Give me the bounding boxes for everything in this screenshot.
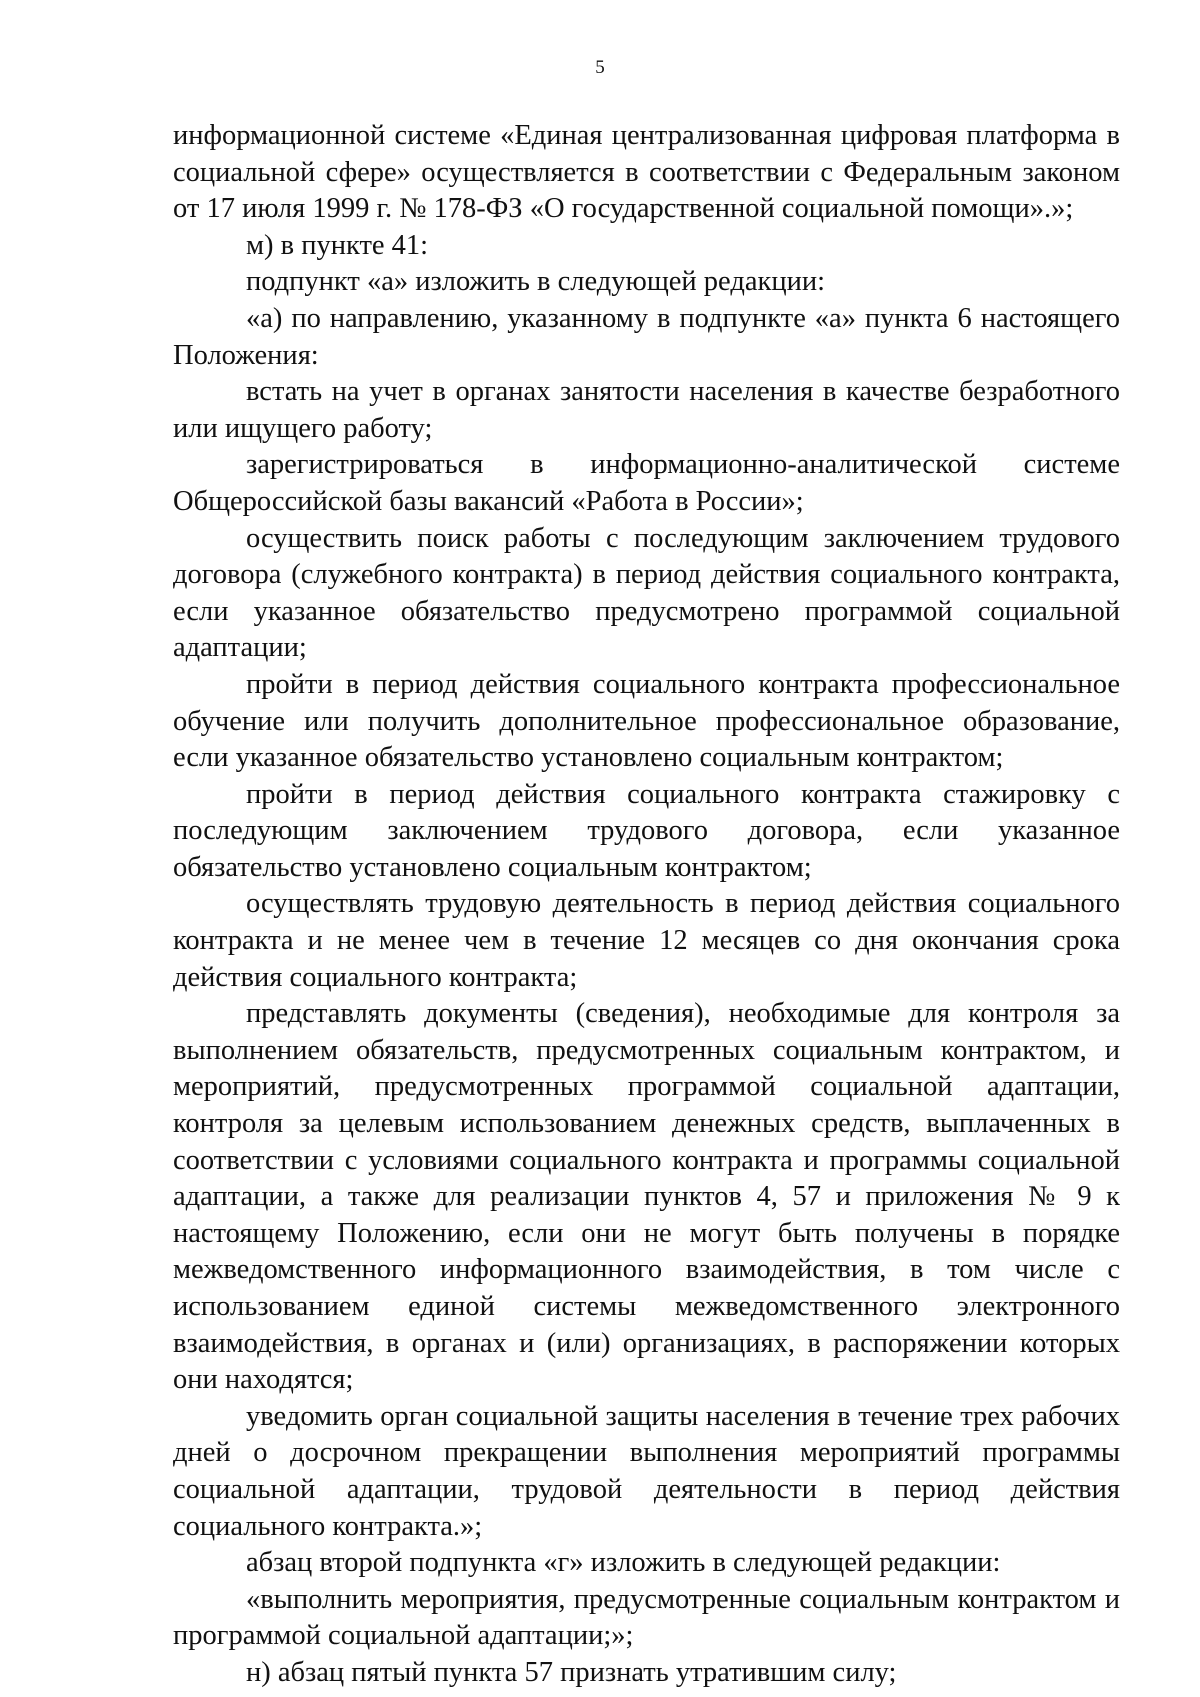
- paragraph: уведомить орган социальной защиты населения в течение трех рабочих дней о досрочном прекращении выполнения мероприятий программы социальной адаптации, трудовой деятельности в период действия социального контракта.»;: [173, 1400, 1120, 1542]
- paragraph: подпункт «а» изложить в следующей редакции:: [246, 266, 825, 298]
- paragraph: пройти в период действия социального контракта стажировку с последующим заключением трудового договора, если указанное обязательство установлено социальным контрактом;: [173, 778, 1120, 883]
- paragraph: осуществлять трудовую деятельность в период действия социального контракта и не менее чем в течение 12 месяцев со дня окончания срока действия социального контракта;: [173, 888, 1120, 993]
- paragraph: представлять документы (сведения), необходимые для контроля за выполнением обязательств, предусмотренных социальным контрактом, и мероприятий, предусмотренных программой социальной адаптации, контроля за целевым использованием денежных средств, выплаченных в соответствии с условиями социального контракта и программы социальной адаптации, а также для реализации пунктов 4, 57 и приложения № 9 к настоящему Положению, если они не могут быть получены в порядке межведомственного информационного взаимодействия, в том числе с использованием единой системы межведомственного электронного взаимодействия, в органах и (или) организациях, в распоряжении которых они находятся;: [173, 998, 1120, 1396]
- paragraph: «а) по направлению, указанному в подпункте «а» пункта 6 настоящего Положения:: [173, 302, 1120, 371]
- paragraph: н) абзац пятый пункта 57 признать утратившим силу;: [246, 1656, 897, 1688]
- paragraph: осуществить поиск работы с последующим заключением трудового договора (служебного контракта) в период действия социального контракта, если указанное обязательство предусмотрено программой социальной адаптации;: [173, 522, 1120, 664]
- paragraph: информационной системе «Единая централизованная цифровая платформа в социальной сфере» осуществляется в соответствии с Федеральным законом от 17 июля 1999 г. № 178-ФЗ «О государственной социальной помощи».»;: [173, 120, 1120, 225]
- paragraph: пройти в период действия социального контракта профессиональное обучение или получить дополнительное профессиональное образование, если указанное обязательство установлено социальным контрактом;: [173, 668, 1120, 774]
- paragraph: встать на учет в органах занятости населения в качестве безработного или ищущего работу;: [173, 376, 1120, 444]
- paragraph: зарегистрироваться в информационно-аналитической системе Общероссийской базы вакансий «Работа в России»;: [173, 449, 1120, 517]
- paragraph: м) в пункте 41:: [246, 229, 429, 261]
- document-body: [173, 118, 1120, 1692]
- page-number: 5: [595, 57, 605, 78]
- paragraph: абзац второй подпункта «г» изложить в следующей редакции:: [246, 1547, 1001, 1579]
- paragraph: «выполнить мероприятия, предусмотренные социальным контрактом и программой социальной адаптации;»;: [173, 1583, 1120, 1652]
